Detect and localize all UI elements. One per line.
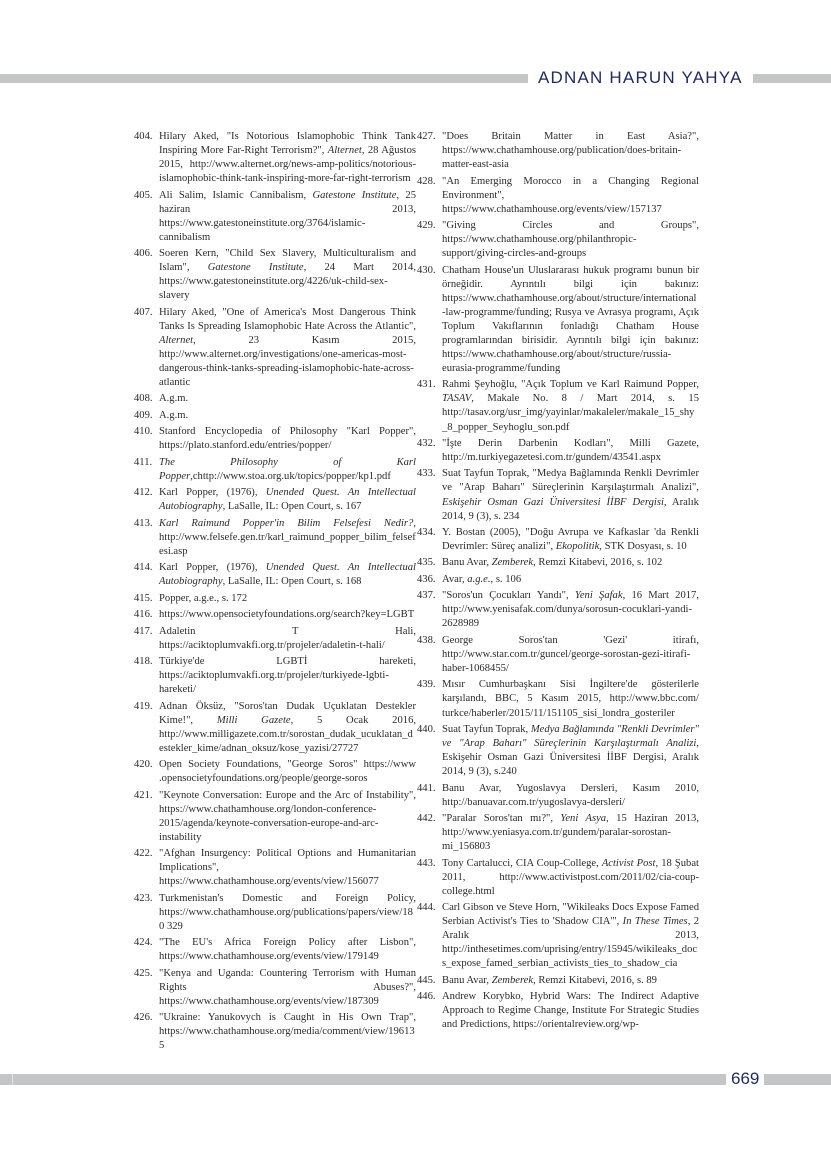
endnote-text: "Kenya and Uganda: Countering Terrorism with Human Rights Abuses?", https://www.chathamhouse.org/events/view/187309	[159, 967, 416, 1007]
endnote-italic-text: Unended Quest. An Intellectual Autobiography	[159, 562, 416, 588]
endnote-text: "Soros'un Çocukları Yandı",	[442, 590, 575, 602]
endnote-number: 404.	[134, 131, 153, 142]
endnote-text: "The EU's Africa Foreign Policy after Lisbon", https://www.chathamhouse.org/events/view/179149	[159, 937, 416, 963]
endnote-number: 438.	[417, 634, 436, 646]
endnote-number: 412.	[134, 487, 153, 499]
endnote-text: Ali Salim, Islamic Cannibalism,	[159, 189, 313, 201]
endnote-text: Hilary Aked, "Is Notorious Islamophobic Think Tank Inspiring More Far-Right Terrorism?",	[159, 131, 416, 157]
endnote-number: 409.	[134, 409, 153, 421]
endnote-entry	[134, 409, 416, 423]
endnote-entry	[417, 723, 699, 779]
endnote-text: "An Emerging Morocco in a Changing Regional Environment", https://www.chathamhouse.org/events/view/157137	[442, 175, 699, 215]
footer-rule-tick	[12, 1074, 13, 1085]
footer-rule-left	[0, 1074, 726, 1085]
endnote-number: 435.	[417, 557, 436, 569]
endnotes-columns	[134, 130, 699, 1056]
footer-rule-right	[764, 1074, 831, 1085]
endnote-number: 432.	[417, 437, 436, 449]
endnote-number: 426.	[134, 1012, 153, 1024]
endnote-text: Chatham House'un Uluslararası hukuk programı bunun bir örneğidir. Ayrıntılı bilgi için bakınız: https://www.chathamhouse.org/about/structure/international-law-programme/funding; Rusya ve Avrasya programı, Açık Toplum Vakıflarının fonladığı Chatham House programlarından birisidir. Ayrıntılı bilgi için bakınız: https://www.chathamhouse.org/about/structure/russia-eurasia-programme/funding	[442, 264, 699, 374]
endnote-entry	[417, 782, 699, 810]
endnote-entry	[134, 247, 416, 303]
endnote-text: , http://www.felsefe.gen.tr/karl_raimund_popper_bilim_felsefesi.asp	[159, 517, 416, 557]
endnote-text: , 15 Haziran 2013, http://www.yeniasya.com.tr/gundem/paralar-sorostan-mi_156803	[442, 813, 699, 853]
endnotes-column-right	[417, 130, 699, 1056]
endnote-entry	[134, 130, 416, 186]
endnote-number: 428.	[417, 175, 436, 187]
endnote-text: "İşte Derin Darbenin Kodları", Milli Gazete, http://m.turkiyegazetesi.com.tr/gundem/43541.aspx	[442, 437, 699, 463]
endnote-text: , Remzi Kitabevi, 2016, s. 102	[533, 557, 663, 569]
endnote-number: 434.	[417, 527, 436, 538]
page-number: 669	[731, 1069, 760, 1088]
endnote-italic-text: Eskişehir Osman Gazi Üniversitesi İİBF Dergisi,	[442, 496, 667, 508]
endnote-text: , 28 Ağustos 2015, http://www.alternet.org/news-amp-politics/notorious-islamophobic-think-tank-inspiring-more-far-right-terrorism	[159, 145, 416, 185]
endnote-text: Aralık 2014, 9 (3), s. 234	[442, 496, 699, 522]
endnote-text: , 18 Şubat 2011, http://www.activistpost.com/2011/02/cia-coup-college.html	[442, 857, 699, 897]
endnote-entry	[417, 678, 699, 720]
endnote-entry	[417, 437, 699, 465]
endnote-italic-text: a.g.e.	[467, 573, 491, 585]
endnote-italic-text: Gatestone Institute	[312, 189, 397, 201]
endnote-number: 407.	[134, 306, 153, 318]
endnote-text: , Remzi Kitabevi, 2016, s. 89	[533, 974, 657, 986]
endnote-text: Turkmenistan's Domestic and Foreign Policy, https://www.chathamhouse.org/publications/papers/view/180 329	[159, 892, 416, 932]
endnote-text: "Ukraine: Yanukovych is Caught in His Own Trap", https://www.chathamhouse.org/media/comment/view/196135	[159, 1012, 416, 1052]
endnote-entry	[134, 306, 416, 390]
endnote-text: , Eskişehir Osman Gazi Üniversitesi İİBF Dergisi, Aralık 2014, 9 (3), s.240	[442, 738, 699, 778]
endnote-italic-text: Ekopolitik	[555, 541, 600, 553]
endnote-entry	[417, 264, 699, 376]
endnote-entry	[134, 847, 416, 889]
endnote-text: George Soros'tan 'Gezi' itirafı, http://www.star.com.tr/guncel/george-sorostan-gezi-itirafi-haber-1068455/	[442, 634, 699, 674]
endnote-text: Türkiye'de LGBTİ hareketi, https://aciktoplumvakfi.org.tr/projeler/turkiyede-lgbti-hareketi/	[159, 656, 416, 696]
endnote-text: , 5 Ocak 2016, http://www.milligazete.com.tr/sorostan_dudak_ucuklatan_destekler_kime/adnan_oksuz/kose_yazisi/27727	[159, 714, 417, 754]
endnote-entry	[134, 561, 416, 589]
endnote-entry	[417, 589, 699, 631]
endnote-text: Karl Popper, (1976),	[159, 562, 266, 574]
endnote-entry	[134, 392, 416, 406]
endnote-italic-text: Alternet	[327, 145, 362, 157]
endnote-text: Avar,	[442, 573, 468, 585]
endnote-text: , Makale No. 8 / Mart 2014, s. 15 http://tasav.org/usr_img/yayinlar/makaleler/makale_15_shy_8_popper_Seyhoglu_son.pdf	[442, 393, 699, 433]
endnote-number: 424.	[134, 937, 153, 949]
endnote-entry	[134, 936, 416, 964]
endnote-entry	[134, 967, 416, 1009]
endnote-text: "Afghan Insurgency: Political Options and Humanitarian Implications", https://www.chathamhouse.org/events/view/156077	[159, 848, 416, 888]
endnote-text: "Giving Circles and Groups", https://www.chathamhouse.org/philanthropic-support/giving-circles-and-groups	[442, 220, 699, 260]
endnote-text: , LaSalle, IL: Open Court, s. 167	[222, 501, 362, 513]
endnote-entry	[417, 573, 699, 587]
endnote-entry	[134, 700, 416, 756]
endnote-entry	[134, 189, 416, 245]
endnote-number: 437.	[417, 590, 436, 602]
endnote-text: A.g.m.	[159, 409, 189, 421]
endnote-text: "Paralar Soros'tan mı?",	[442, 813, 561, 825]
endnote-text: "Keynote Conversation: Europe and the Arc of Instability", https://www.chathamhouse.org/london-conference-2015/agenda/keynote-conversation-europe-and-arc-instability	[159, 789, 416, 843]
endnote-text: Tony Cartalucci, CIA Coup-College,	[442, 857, 602, 869]
endnote-entry	[134, 517, 416, 559]
running-header	[0, 64, 831, 92]
endnote-entry	[417, 857, 699, 899]
header-rule-left	[0, 74, 528, 83]
endnote-entry	[417, 467, 699, 523]
endnote-entry	[417, 556, 699, 570]
endnote-italic-text: Activist Post	[601, 857, 656, 869]
endnote-italic-text: Medya Bağlamında "Renkli Devrimler" ve "Arap Baharı" Süreçlerinin Karşılaştırmalı Analizi	[442, 723, 699, 749]
header-rule-right	[753, 74, 831, 83]
endnote-number: 429.	[417, 220, 436, 232]
endnote-italic-text: The Philosophy of Karl Popper	[159, 456, 416, 482]
endnote-number: 436.	[417, 573, 436, 585]
endnote-number: 419.	[134, 700, 153, 712]
endnote-text: Banu Avar,	[442, 974, 492, 986]
endnote-entry	[417, 974, 699, 988]
endnote-entry	[417, 130, 699, 172]
endnote-number: 406.	[134, 248, 153, 260]
endnote-text: https://www.opensocietyfoundations.org/search?key=LGBT	[159, 609, 415, 621]
endnote-entry	[134, 456, 416, 484]
endnote-text: A.g.m.	[159, 393, 189, 405]
endnote-text: Karl Popper, (1976),	[159, 487, 266, 499]
endnote-number: 416.	[134, 609, 153, 621]
endnote-entry	[417, 378, 699, 434]
endnote-text: Andrew Korybko, Hybrid Wars: The Indirect Adaptive Approach to Regime Change, Institute For Strategic Studies and Predictions, https://orientalreview.org/wp-	[442, 991, 699, 1031]
endnote-text: Suat Tayfun Toprak,	[442, 723, 531, 735]
endnote-text: Adaletin T Hali, https://aciktoplumvakfi.org.tr/projeler/adaletin-t-hali/	[159, 625, 416, 651]
endnote-number: 418.	[134, 656, 153, 668]
endnote-number: 408.	[134, 393, 153, 405]
endnote-number: 422.	[134, 848, 153, 860]
endnote-entry	[417, 219, 699, 261]
endnote-number: 430.	[417, 264, 436, 276]
endnote-text: Stanford Encyclopedia of Philosophy "Karl Popper", https://plato.stanford.edu/entries/popper/	[159, 426, 416, 452]
endnote-entry	[417, 812, 699, 854]
endnote-entry	[134, 625, 416, 653]
endnote-text: Hilary Aked, "One of America's Most Dangerous Think Tanks Is Spreading Islamophobic Hate Across the Atlantic",	[159, 306, 416, 332]
endnote-text: , 2 Aralık 2013, http://inthesetimes.com/uprising/entry/15945/wikileaks_docs_expose_famed_serbian_activists_ties_to_shadow_cia	[442, 916, 700, 970]
endnote-text: ,chttp://www.stoa.org.uk/topics/popper/kp1.pdf	[190, 470, 391, 482]
endnote-number: 417.	[134, 625, 153, 637]
endnote-text: , 16 Mart 2017, http://www.yenisafak.com/dunya/sorosun-cocuklari-yandi-2628989	[442, 590, 699, 630]
endnote-number: 446.	[417, 991, 436, 1003]
endnote-number: 442.	[417, 813, 436, 825]
endnote-number: 415.	[134, 592, 153, 604]
endnote-number: 444.	[417, 902, 436, 914]
endnote-number: 414.	[134, 562, 153, 574]
endnote-number: 431.	[417, 379, 436, 391]
endnote-italic-text: Yeni Şafak	[574, 590, 623, 602]
endnote-entry	[134, 758, 416, 786]
endnote-entry	[134, 608, 416, 622]
endnote-number: 421.	[134, 789, 153, 801]
running-header-title: ADNAN HARUN YAHYA	[538, 68, 743, 87]
endnote-italic-text: TASAV	[442, 393, 472, 405]
endnote-number: 405.	[134, 189, 153, 201]
endnote-entry	[134, 486, 416, 514]
endnote-number: 423.	[134, 892, 153, 904]
endnote-text: Popper, a.g.e., s. 172	[159, 592, 248, 604]
endnote-text: , s. 106	[490, 573, 522, 585]
endnote-number: 440.	[417, 723, 436, 735]
endnote-text: , LaSalle, IL: Open Court, s. 168	[222, 576, 362, 588]
endnote-text: , 23 Kasım 2015, http://www.alternet.org/investigations/one-americas-most-dangerous-think-tanks-spreading-islamophobic-hate-across-atlantic	[159, 334, 416, 388]
endnote-entry	[134, 655, 416, 697]
endnote-number: 411.	[134, 456, 153, 468]
endnote-text: Banu Avar,	[442, 557, 492, 569]
endnote-text: Mısır Cumhurbaşkanı Sisi İngiltere'de gösterilerle karşılandı, BBC, 5 Kasım 2015, http://www.bbc.com/ turkce/haberler/2015/11/151105_sisi_londra_gosteriler	[442, 679, 699, 719]
endnote-italic-text: Unended Quest. An Intellectual Autobiography	[159, 487, 416, 513]
endnote-entry	[134, 425, 416, 453]
endnote-italic-text: Gatestone Institute	[207, 262, 304, 274]
endnote-text: Open Society Foundations, "George Soros" https://www .opensocietyfoundations.org/people/george-soros	[159, 759, 416, 785]
endnote-text: Carl Gibson ve Steve Horn, "Wikileaks Docs Expose Famed Serbian Activist's Ties to 'Shadow CIA'",	[442, 902, 699, 928]
endnote-italic-text: Alternet	[159, 334, 194, 346]
endnote-number: 443.	[417, 857, 436, 869]
endnote-number: 420.	[134, 759, 153, 771]
endnote-text: Banu Avar, Yugoslavya Dersleri, Kasım 2010, http://banuavar.com.tr/yugoslavya-dersleri/	[442, 782, 699, 808]
endnote-entry	[417, 526, 699, 554]
endnote-text: Rahmi Şeyhoğlu, "Açık Toplum ve Karl Raimund Popper,	[442, 379, 699, 391]
endnote-text: Adnan Öksüz, "Soros'tan Dudak Uçuklatan Destekler Kime!",	[159, 700, 416, 726]
endnote-entry	[417, 990, 699, 1032]
endnote-text: Y. Bostan (2005), "Doğu Avrupa ve Kafkaslar 'da Renkli Devrimler: Süreç analizi",	[442, 527, 699, 553]
endnote-number: 441.	[417, 782, 436, 794]
endnote-italic-text: Milli Gazete	[216, 714, 291, 726]
endnotes-column-left	[134, 130, 416, 1056]
endnote-entry	[417, 901, 699, 971]
endnote-text: , 25 haziran 2013, https://www.gatestoneinstitute.org/3764/islamic-cannibalism	[159, 189, 417, 243]
endnote-number: 433.	[417, 468, 436, 480]
running-footer	[0, 1066, 831, 1092]
endnote-entry	[417, 634, 699, 676]
endnote-number: 439.	[417, 679, 436, 691]
endnote-number: 413.	[134, 517, 153, 529]
endnote-number: 427.	[417, 131, 436, 142]
endnote-entry	[134, 789, 416, 845]
endnote-entry	[134, 592, 416, 606]
endnote-number: 425.	[134, 967, 153, 979]
endnote-italic-text: In These Times	[622, 916, 688, 928]
endnote-number: 410.	[134, 426, 153, 438]
endnote-number: 445.	[417, 974, 436, 986]
endnote-entry	[134, 892, 416, 934]
endnote-italic-text: Zemberek	[491, 557, 534, 569]
endnote-text: "Does Britain Matter in East Asia?", https://www.chathamhouse.org/publication/does-britain-matter-east-asia	[442, 131, 699, 171]
endnote-italic-text: Zemberek	[491, 974, 534, 986]
endnote-italic-text: Karl Raimund Popper'in Bilim Felsefesi Nedir?	[159, 517, 414, 529]
endnote-text: Soeren Kern, "Child Sex Slavery, Multiculturalism and Islam",	[159, 248, 416, 274]
endnote-text: , STK Dosyası, s. 10	[599, 541, 687, 553]
endnote-italic-text: Yeni Asya	[560, 813, 607, 825]
endnote-text: Suat Tayfun Toprak, "Medya Bağlamında Renkli Devrimler ve "Arap Baharı" Süreçlerinin Karşılaştırmalı Analizi",	[442, 468, 699, 494]
endnote-entry	[134, 1011, 416, 1053]
endnote-text: , 24 Mart 2014, https://www.gatestoneinstitute.org/4226/uk-child-sex-slavery	[159, 262, 416, 302]
endnote-entry	[417, 175, 699, 217]
